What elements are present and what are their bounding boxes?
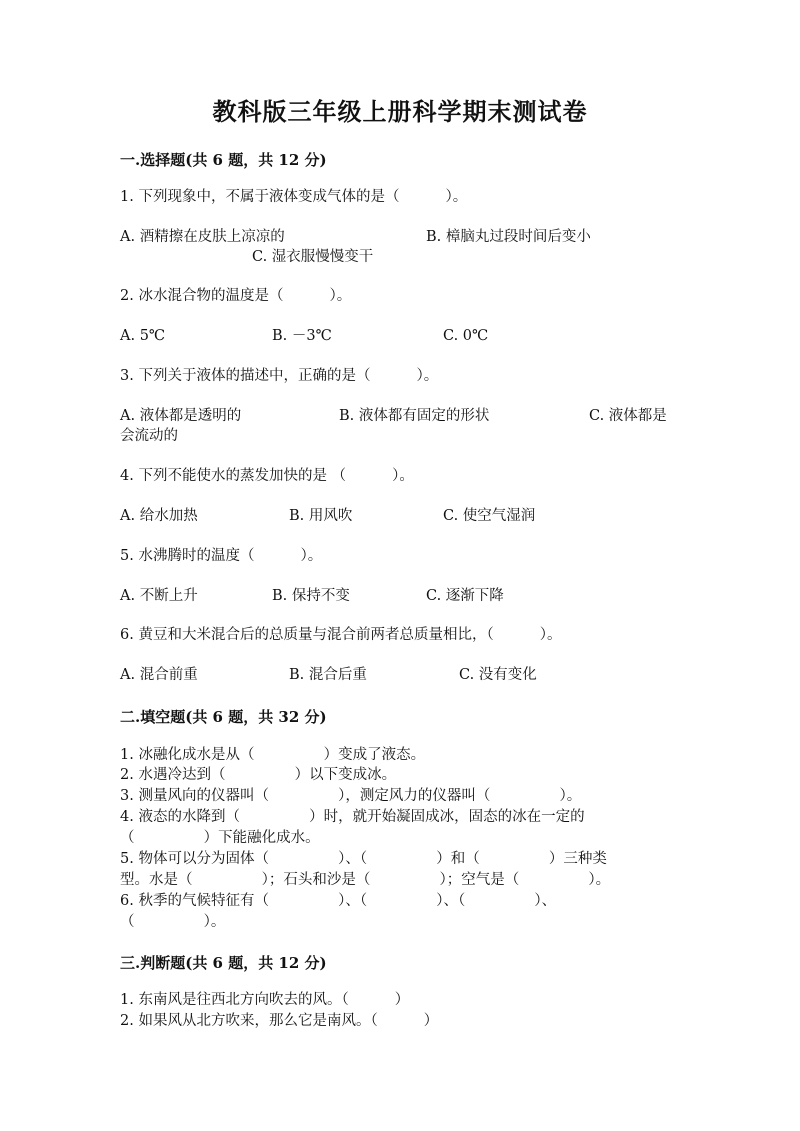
judge-line: 2. 如果风从北方吹来，那么它是南风。（ ） — [120, 1013, 439, 1029]
question-option: A. 给水加热 — [120, 508, 198, 524]
fill-line: 5. 物体可以分为固体（ ）、（ ）和（ ）三种类 — [120, 851, 607, 867]
question-option: B. 樟脑丸过段时间后变小 — [426, 229, 591, 245]
fill-line: 4. 液态的水降到（ ）时，就开始凝固成冰，固态的冰在一定的 — [120, 809, 585, 825]
question-stem: 2. 冰水混合物的温度是（ ）。 — [120, 288, 352, 304]
question-option: A. 液体都是透明的 — [120, 408, 242, 424]
question-option: C. 逐渐下降 — [426, 588, 504, 604]
section-heading-fill: 二.填空题(共 6 题，共 32 分) — [120, 708, 327, 726]
fill-line: （ ）下能融化成水。 — [120, 830, 320, 846]
question-option-continued: 会流动的 — [120, 428, 178, 444]
fill-line: 型。水是（ ）；石头和沙是（ ）；空气是（ ）。 — [120, 872, 611, 888]
question-stem: 4. 下列不能使水的蒸发加快的是 （ ）。 — [120, 468, 414, 484]
question-option: B. －3℃ — [272, 328, 332, 344]
question-option: C. 0℃ — [443, 328, 489, 344]
fill-line: （ ）。 — [120, 914, 226, 930]
question-option: A. 5℃ — [120, 328, 166, 344]
question-option: C. 湿衣服慢慢变干 — [252, 249, 374, 265]
question-option: B. 混合后重 — [289, 667, 367, 683]
fill-line: 6. 秋季的气候特征有（ ）、（ ）、（ ）、 — [120, 893, 557, 909]
question-option: A. 不断上升 — [120, 588, 198, 604]
question-stem: 1. 下列现象中，不属于液体变成气体的是（ ）。 — [120, 189, 468, 205]
fill-line: 3. 测量风向的仪器叫（ ），测定风力的仪器叫（ ）。 — [120, 788, 582, 804]
question-option: A. 酒精擦在皮肤上凉凉的 — [120, 229, 285, 245]
section-heading-choice: 一.选择题(共 6 题，共 12 分) — [120, 151, 327, 169]
judge-line: 1. 东南风是往西北方向吹去的风。（ ） — [120, 992, 410, 1008]
question-option: B. 保持不变 — [272, 588, 350, 604]
section-heading-judge: 三.判断题(共 6 题，共 12 分) — [120, 954, 327, 972]
question-option: B. 用风吹 — [289, 508, 353, 524]
question-option: C. 液体都是 — [589, 408, 667, 424]
question-option: C. 使空气湿润 — [443, 508, 536, 524]
question-stem: 5. 水沸腾时的温度（ ）。 — [120, 548, 323, 564]
fill-line: 1. 冰融化成水是从（ ）变成了液态。 — [120, 747, 426, 763]
question-stem: 3. 下列关于液体的描述中，正确的是（ ）。 — [120, 368, 439, 384]
question-option: A. 混合前重 — [120, 667, 198, 683]
fill-line: 2. 水遇冷达到（ ）以下变成冰。 — [120, 767, 397, 783]
page-title: 教科版三年级上册科学期末测试卷 — [212, 97, 588, 126]
question-stem: 6. 黄豆和大米混合后的总质量与混合前两者总质量相比，（ ）。 — [120, 627, 562, 643]
question-option: B. 液体都有固定的形状 — [339, 408, 490, 424]
question-option: C. 没有变化 — [459, 667, 537, 683]
